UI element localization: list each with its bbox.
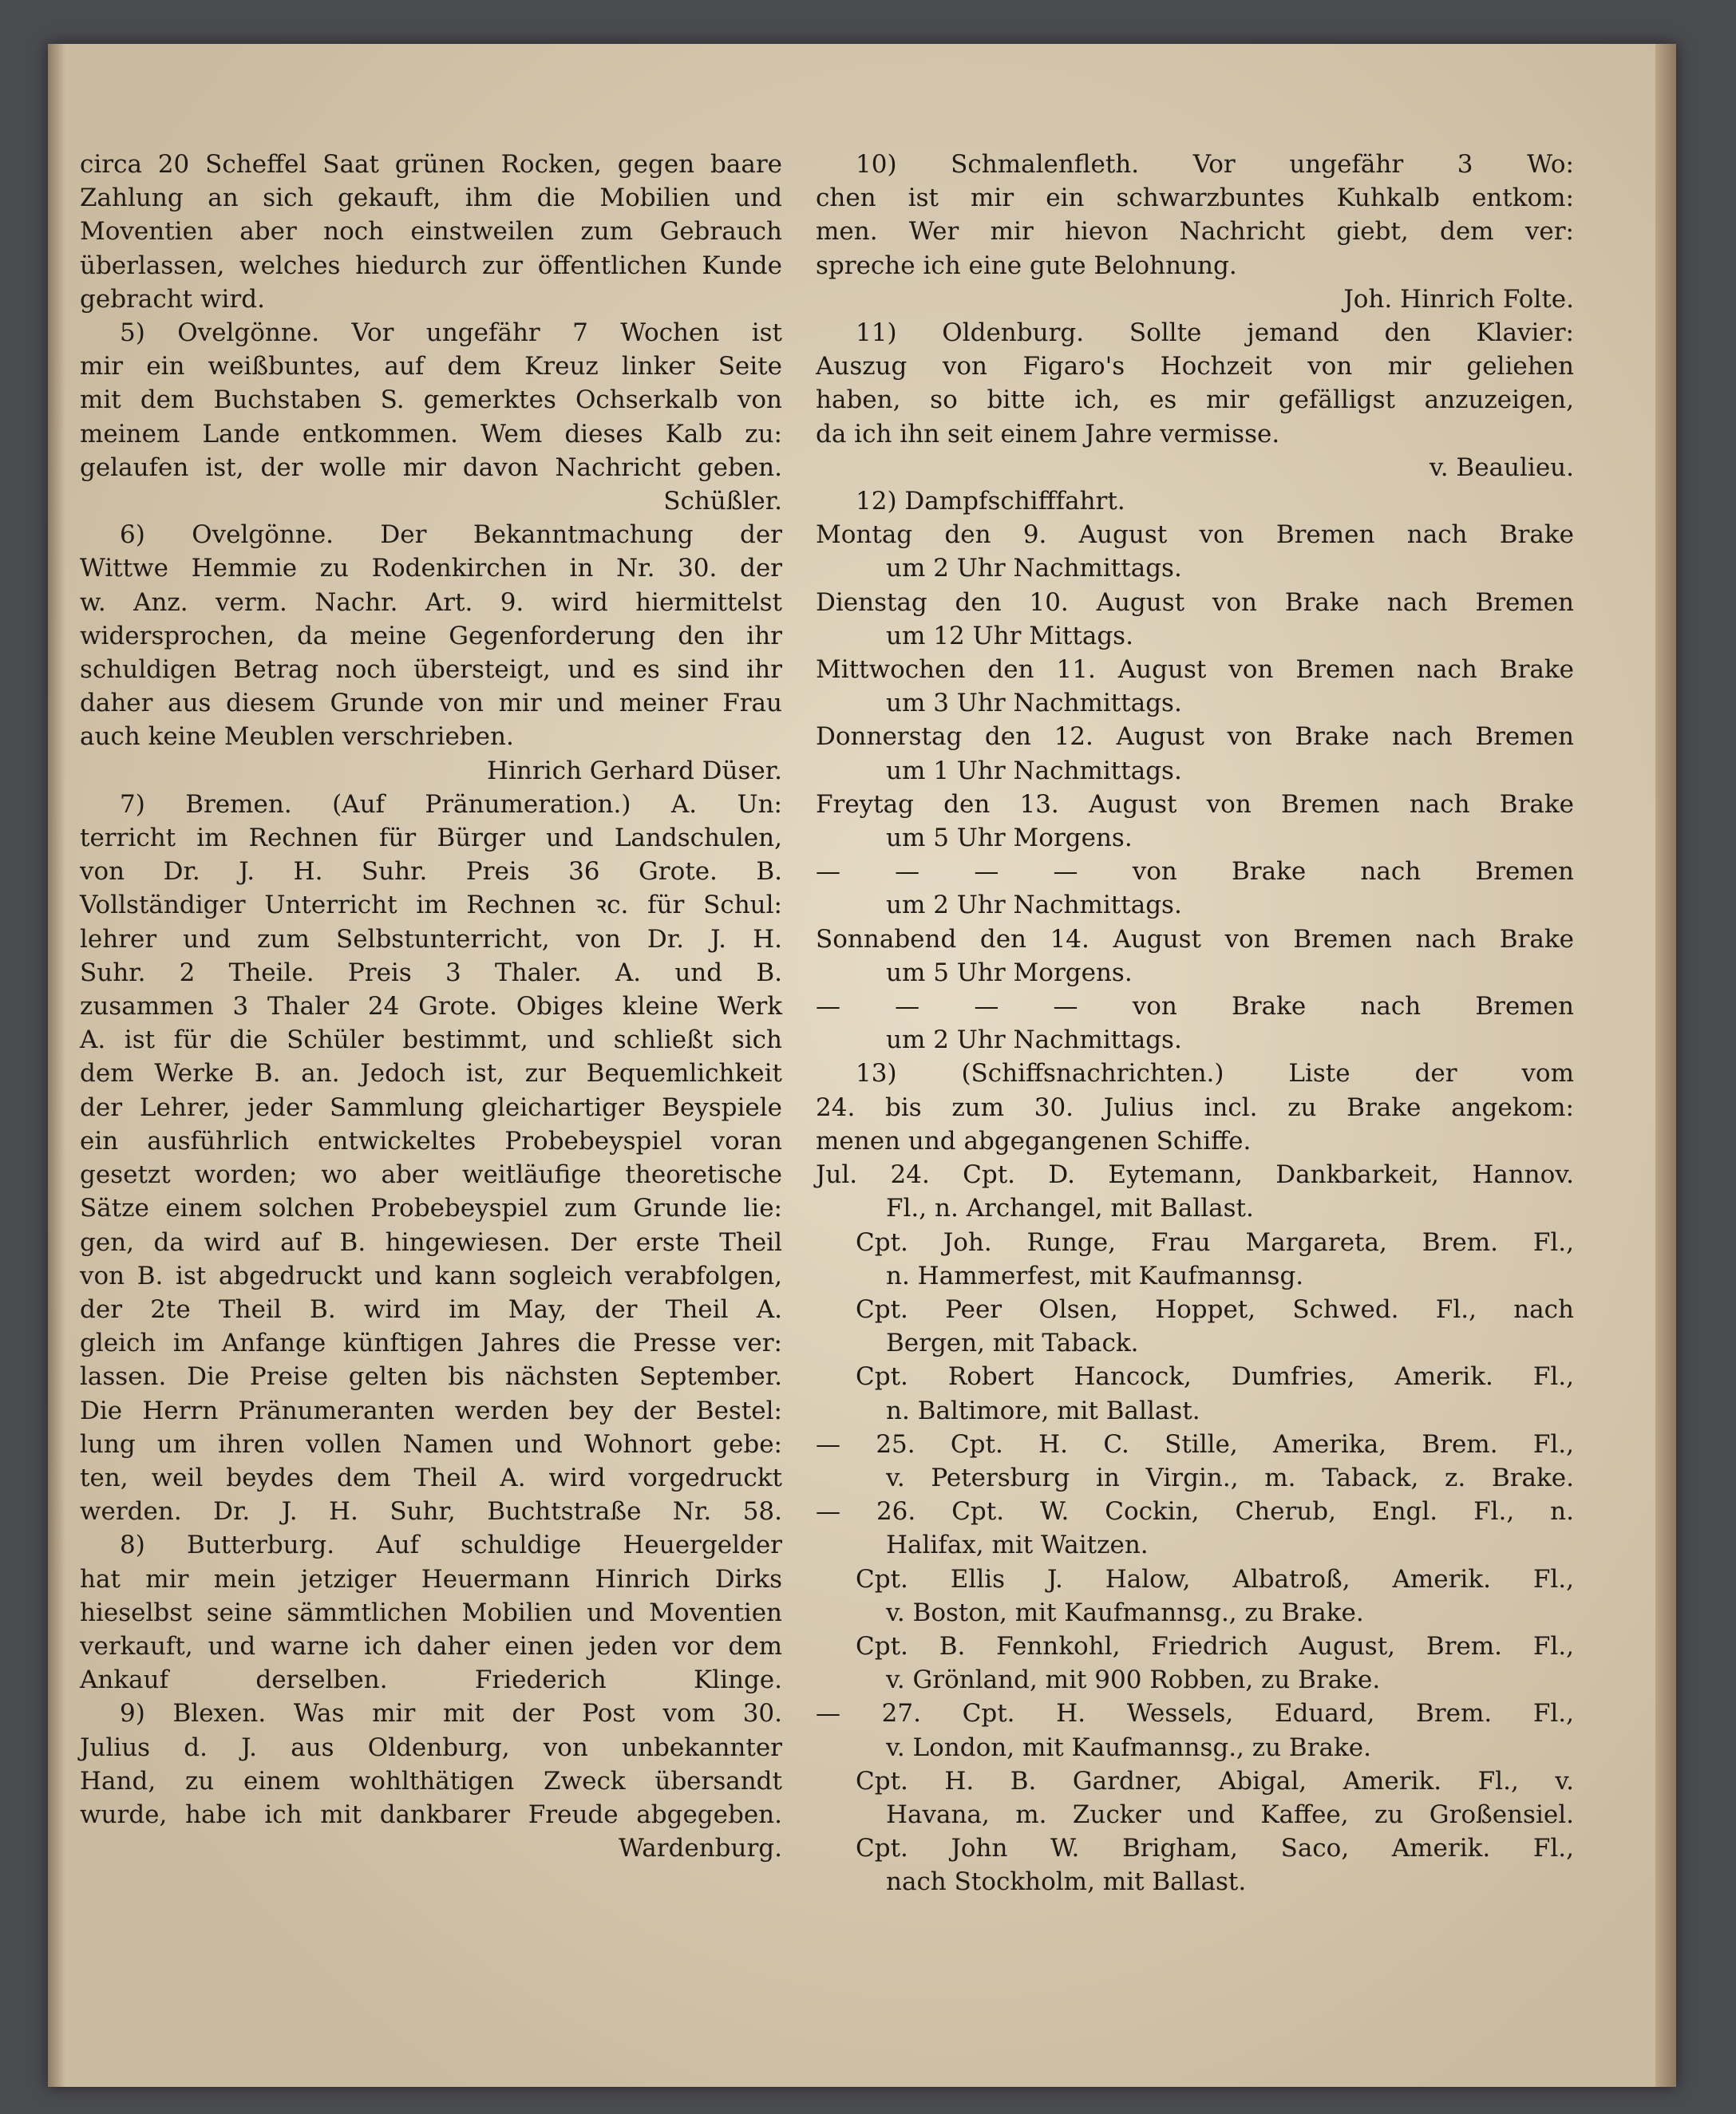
- text-line: daher aus diesem Grunde von mir und meiner Frau: [80, 689, 782, 718]
- text-line: hat mir mein jetziger Heuermann Hinrich Dirks: [80, 1564, 782, 1594]
- text-line: Hinrich Gerhard Düser.: [486, 756, 782, 785]
- text-line: ein ausführlich entwickeltes Probebeyspiel voran: [80, 1126, 782, 1156]
- text-line: Freytag den 13. August von Bremen nach Brake: [816, 789, 1574, 819]
- text-line: um 3 Uhr Nachmittags.: [886, 689, 1182, 718]
- text-line: Ankauf derselben. Friederich Klinge.: [80, 1666, 782, 1695]
- text-line: überlassen, welches hiedurch zur öffentlichen Kunde: [80, 251, 782, 280]
- text-line: lung um ihren vollen Namen und Wohnort gebe:: [80, 1429, 782, 1459]
- text-line: — — — — von Brake nach Bremen: [816, 857, 1574, 887]
- page-edge: [1655, 44, 1676, 2087]
- text-line: Donnerstag den 12. August von Brake nach Bremen: [816, 722, 1574, 752]
- text-line: 13) (Schiffsnachrichten.) Liste der vom: [856, 1059, 1574, 1089]
- text-line: um 5 Uhr Morgens.: [886, 824, 1133, 853]
- text-line: Cpt. Ellis J. Halow, Albatroß, Amerik. Fl.,: [856, 1564, 1574, 1594]
- text-line: gen, da wird auf B. hingewiesen. Der erste Theil: [80, 1227, 782, 1257]
- text-line: 5) Ovelgönne. Vor ungefähr 7 Wochen ist: [120, 318, 782, 348]
- text-line: um 12 Uhr Mittags.: [886, 621, 1133, 650]
- text-line: Bergen, mit Taback.: [886, 1329, 1139, 1358]
- text-line: gleich im Anfange künftigen Jahres die Presse ver:: [80, 1329, 782, 1358]
- text-line: Sätze einem solchen Probebeyspiel zum Grunde lie:: [80, 1194, 782, 1223]
- text-line: n. Hammerfest, mit Kaufmannsg.: [886, 1261, 1304, 1290]
- text-line: Suhr. 2 Theile. Preis 3 Thaler. A. und B.: [80, 958, 782, 987]
- text-line: Havana, m. Zucker und Kaffee, zu Großensiel.: [886, 1800, 1574, 1829]
- text-line: werden. Dr. J. H. Suhr, Buchtstraße Nr. 58.: [80, 1497, 782, 1527]
- text-line: Julius d. J. aus Oldenburg, von unbekannter: [80, 1733, 782, 1762]
- text-line: Sonnabend den 14. August von Bremen nach Brake: [816, 924, 1574, 954]
- text-line: gesetzt worden; wo aber weitläufige theoretische: [80, 1160, 782, 1190]
- text-line: um 2 Uhr Nachmittags.: [886, 1025, 1182, 1055]
- text-line: 10) Schmalenfleth. Vor ungefähr 3 Wo:: [856, 150, 1574, 179]
- text-line: chen ist mir ein schwarzbuntes Kuhkalb entkom:: [816, 184, 1574, 213]
- text-line: Cpt. H. B. Gardner, Abigal, Amerik. Fl., v.: [856, 1766, 1574, 1796]
- text-line: widersprochen, da meine Gegenforderung den ihr: [80, 621, 782, 650]
- text-line: Schüßler.: [663, 487, 782, 516]
- text-line: der 2te Theil B. wird im May, der Theil A.: [80, 1294, 782, 1324]
- text-line: terricht im Rechnen für Bürger und Landschulen,: [80, 824, 782, 853]
- text-line: Wittwe Hemmie zu Rodenkirchen in Nr. 30. der: [80, 554, 782, 583]
- text-line: 12) Dampfschifffahrt.: [856, 487, 1125, 516]
- text-line: zusammen 3 Thaler 24 Grote. Obiges kleine Werk: [80, 992, 782, 1021]
- text-line: spreche ich eine gute Belohnung.: [816, 251, 1237, 280]
- binding-shadow: [48, 44, 65, 2087]
- text-line: Cpt. B. Fennkohl, Friedrich August, Brem. Fl.,: [856, 1631, 1574, 1661]
- text-line: — 26. Cpt. W. Cockin, Cherub, Engl. Fl., n.: [816, 1497, 1574, 1527]
- text-line: Cpt. John W. Brigham, Saco, Amerik. Fl.,: [856, 1834, 1574, 1863]
- text-line: v. Grönland, mit 900 Robben, zu Brake.: [886, 1666, 1381, 1695]
- text-line: schuldigen Betrag noch übersteigt, und es sind ihr: [80, 655, 782, 685]
- text-line: men. Wer mir hievon Nachricht giebt, dem ver:: [816, 217, 1574, 247]
- text-line: — 25. Cpt. H. C. Stille, Amerika, Brem. Fl.,: [816, 1429, 1574, 1459]
- text-line: dem Werke B. an. Jedoch ist, zur Bequemlichkeit: [80, 1059, 782, 1089]
- text-line: menen und abgegangenen Schiffe.: [816, 1126, 1252, 1156]
- text-line: gebracht wird.: [80, 284, 265, 314]
- text-line: v. Boston, mit Kaufmannsg., zu Brake.: [886, 1598, 1364, 1627]
- text-line: gelaufen ist, der wolle mir davon Nachricht geben.: [80, 452, 782, 482]
- text-line: — — — — von Brake nach Bremen: [816, 992, 1574, 1021]
- text-line: 11) Oldenburg. Sollte jemand den Klavier:: [856, 318, 1574, 348]
- text-line: wurde, habe ich mit dankbarer Freude abgegeben.: [80, 1800, 782, 1829]
- text-line: Cpt. Joh. Runge, Frau Margareta, Brem. Fl.,: [856, 1227, 1574, 1257]
- text-line: — 27. Cpt. H. Wessels, Eduard, Brem. Fl.,: [816, 1699, 1574, 1729]
- text-line: um 1 Uhr Nachmittags.: [886, 756, 1182, 785]
- text-line: v. Petersburg in Virgin., m. Taback, z. Brake.: [886, 1463, 1574, 1492]
- text-line: mit dem Buchstaben S. gemerktes Ochserkalb von: [80, 385, 782, 415]
- text-line: um 2 Uhr Nachmittags.: [886, 891, 1182, 920]
- text-line: meinem Lande entkommen. Wem dieses Kalb zu:: [80, 419, 782, 448]
- text-line: Jul. 24. Cpt. D. Eytemann, Dankbarkeit, Hannov.: [816, 1160, 1574, 1190]
- text-line: Cpt. Robert Hancock, Dumfries, Amerik. Fl.,: [856, 1362, 1574, 1392]
- text-line: lassen. Die Preise gelten bis nächsten September.: [80, 1362, 782, 1392]
- text-line: auch keine Meublen verschrieben.: [80, 722, 514, 752]
- text-line: Auszug von Figaro's Hochzeit von mir geliehen: [816, 352, 1574, 381]
- text-line: Halifax, mit Waitzen.: [886, 1531, 1149, 1560]
- text-line: da ich ihn seit einem Jahre vermisse.: [816, 419, 1280, 448]
- left-column: [80, 148, 782, 1865]
- text-line: 24. bis zum 30. Julius incl. zu Brake angekom:: [816, 1093, 1574, 1122]
- text-line: 7) Bremen. (Auf Pränumeration.) A. Un:: [120, 789, 782, 819]
- text-line: der Lehrer, jeder Sammlung gleichartiger Beyspiele: [80, 1093, 782, 1122]
- text-line: Die Herrn Pränumeranten werden bey der Bestel:: [80, 1396, 782, 1425]
- text-line: v. London, mit Kaufmannsg., zu Brake.: [886, 1733, 1371, 1762]
- text-line: Montag den 9. August von Bremen nach Brake: [816, 520, 1574, 550]
- text-line: nach Stockholm, mit Ballast.: [886, 1867, 1247, 1897]
- text-line: v. Beaulieu.: [1429, 452, 1574, 482]
- text-line: Vollständiger Unterricht im Rechnen ꝛc. für Schul:: [80, 891, 782, 920]
- text-line: Dienstag den 10. August von Brake nach Bremen: [816, 587, 1574, 617]
- text-line: Mittwochen den 11. August von Bremen nach Brake: [816, 655, 1574, 685]
- text-line: circa 20 Scheffel Saat grünen Rocken, gegen baare: [80, 150, 782, 179]
- text-line: von Dr. J. H. Suhr. Preis 36 Grote. B.: [80, 857, 782, 887]
- text-line: Hand, zu einem wohlthätigen Zweck übersandt: [80, 1766, 782, 1796]
- text-line: von B. ist abgedruckt und kann sogleich verabfolgen,: [80, 1261, 782, 1290]
- text-line: mir ein weißbuntes, auf dem Kreuz linker Seite: [80, 352, 782, 381]
- text-line: Zahlung an sich gekauft, ihm die Mobilien und: [80, 184, 782, 213]
- text-line: 8) Butterburg. Auf schuldige Heuergelder: [120, 1531, 782, 1560]
- text-line: w. Anz. verm. Nachr. Art. 9. wird hiermittelst: [80, 587, 782, 617]
- text-line: lehrer und zum Selbstunterricht, von Dr. J. H.: [80, 924, 782, 954]
- right-column: [816, 148, 1574, 1899]
- text-line: n. Baltimore, mit Ballast.: [886, 1396, 1200, 1425]
- text-line: hieselbst seine sämmtlichen Mobilien und Moventien: [80, 1598, 782, 1627]
- text-line: Joh. Hinrich Folte.: [1343, 284, 1574, 314]
- text-line: A. ist für die Schüler bestimmt, und schließt sich: [80, 1025, 782, 1055]
- text-line: Fl., n. Archangel, mit Ballast.: [886, 1194, 1254, 1223]
- text-line: ten, weil beydes dem Theil A. wird vorgedruckt: [80, 1463, 782, 1492]
- text-line: 9) Blexen. Was mir mit der Post vom 30.: [120, 1699, 782, 1729]
- text-line: Wardenburg.: [619, 1834, 782, 1863]
- text-line: Moventien aber noch einstweilen zum Gebrauch: [80, 217, 782, 247]
- text-line: Cpt. Peer Olsen, Hoppet, Schwed. Fl., nach: [856, 1294, 1574, 1324]
- text-line: haben, so bitte ich, es mir gefälligst anzuzeigen,: [816, 385, 1574, 415]
- text-line: um 2 Uhr Nachmittags.: [886, 554, 1182, 583]
- text-line: 6) Ovelgönne. Der Bekanntmachung der: [120, 520, 782, 550]
- text-line: verkauft, und warne ich daher einen jeden vor dem: [80, 1631, 782, 1661]
- text-line: um 5 Uhr Morgens.: [886, 958, 1133, 987]
- newspaper-page: [48, 44, 1676, 2087]
